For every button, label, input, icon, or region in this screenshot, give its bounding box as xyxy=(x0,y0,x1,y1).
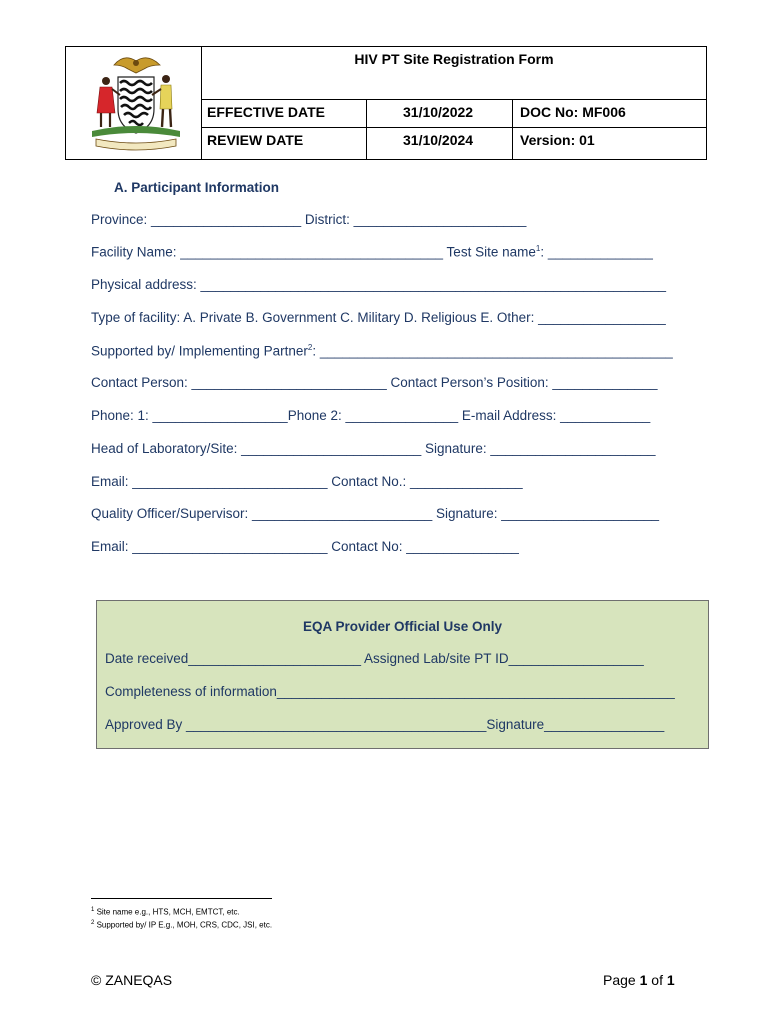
type-of-facility-field[interactable]: Type of facility: A. Private B. Government C. Military D. Religious E. Other: _________________ xyxy=(91,310,666,325)
footnote-text: Site name e.g., HTS, MCH, EMTCT, etc. xyxy=(94,907,240,917)
page-total: 1 xyxy=(666,972,675,988)
footnote-ref: 1 xyxy=(535,244,541,253)
completeness-field[interactable]: Completeness of information_____________________________________________________ xyxy=(105,684,675,699)
eqa-official-use-box xyxy=(96,600,709,749)
form-title: HIV PT Site Registration Form xyxy=(354,51,554,67)
facility-name-field[interactable] xyxy=(91,244,653,260)
effective-date-label: EFFECTIVE DATE xyxy=(207,104,325,120)
head-email-contact-field[interactable]: Email: __________________________ Contact No.: _______________ xyxy=(91,474,523,489)
quality-officer-field[interactable]: Quality Officer/Supervisor: ________________________ Signature: _____________________ xyxy=(91,506,659,521)
page-number xyxy=(603,972,675,988)
quality-email-contact-field[interactable]: Email: __________________________ Contact No: _______________ xyxy=(91,539,519,554)
head-of-lab-field[interactable]: Head of Laboratory/Site: ________________________ Signature: ______________________ xyxy=(91,441,656,456)
header-table xyxy=(65,46,707,160)
implementing-partner-field[interactable] xyxy=(91,343,673,359)
partner-blank: : _______________________________________________ xyxy=(312,343,673,359)
phone-email-field[interactable]: Phone: 1: __________________Phone 2: _______________ E-mail Address: ____________ xyxy=(91,408,651,423)
footnote-number: 1 xyxy=(91,907,95,913)
footnote-1 xyxy=(91,907,240,917)
header-divider xyxy=(366,99,367,159)
effective-date-value: 31/10/2022 xyxy=(403,104,474,120)
section-title: A. Participant Information xyxy=(114,180,280,195)
contact-person-field[interactable]: Contact Person: __________________________ Contact Person’s Position: ______________ xyxy=(91,375,658,390)
footnote-number: 2 xyxy=(91,920,95,926)
footnote-separator xyxy=(91,898,272,899)
review-date-value: 31/10/2024 xyxy=(403,132,474,148)
review-date-label: REVIEW DATE xyxy=(207,132,304,148)
header-divider xyxy=(201,127,706,128)
page-of: of xyxy=(647,972,667,988)
approved-by-field[interactable]: Approved By ________________________________________Signature________________ xyxy=(105,717,665,732)
physical-address-field[interactable]: Physical address: ______________________________________________________________ xyxy=(91,277,667,292)
date-received-field[interactable]: Date received_______________________ Assigned Lab/site PT ID__________________ xyxy=(105,651,644,666)
test-site-blank: : ______________ xyxy=(540,244,653,260)
doc-number: DOC No: MF006 xyxy=(520,104,626,120)
footnote-text: Supported by/ IP E.g., MOH, CRS, CDC, JSI, etc. xyxy=(94,920,273,930)
version-number: Version: 01 xyxy=(520,132,595,148)
header-divider xyxy=(201,99,706,100)
page-current: 1 xyxy=(639,972,648,988)
eqa-title: EQA Provider Official Use Only xyxy=(302,619,503,634)
header-divider xyxy=(512,99,513,159)
footnote-ref: 2 xyxy=(307,343,313,352)
province-district-field[interactable]: Province: ____________________ District: _______________________ xyxy=(91,212,527,227)
partner-text: Supported by/ Implementing Partner xyxy=(91,343,308,359)
coat-of-arms-icon xyxy=(84,51,188,153)
page-prefix: Page xyxy=(603,972,640,988)
copyright: © ZANEQAS xyxy=(91,972,173,988)
facility-name-text: Facility Name: ___________________________________ Test Site name xyxy=(91,244,536,260)
footnote-2 xyxy=(91,920,272,930)
